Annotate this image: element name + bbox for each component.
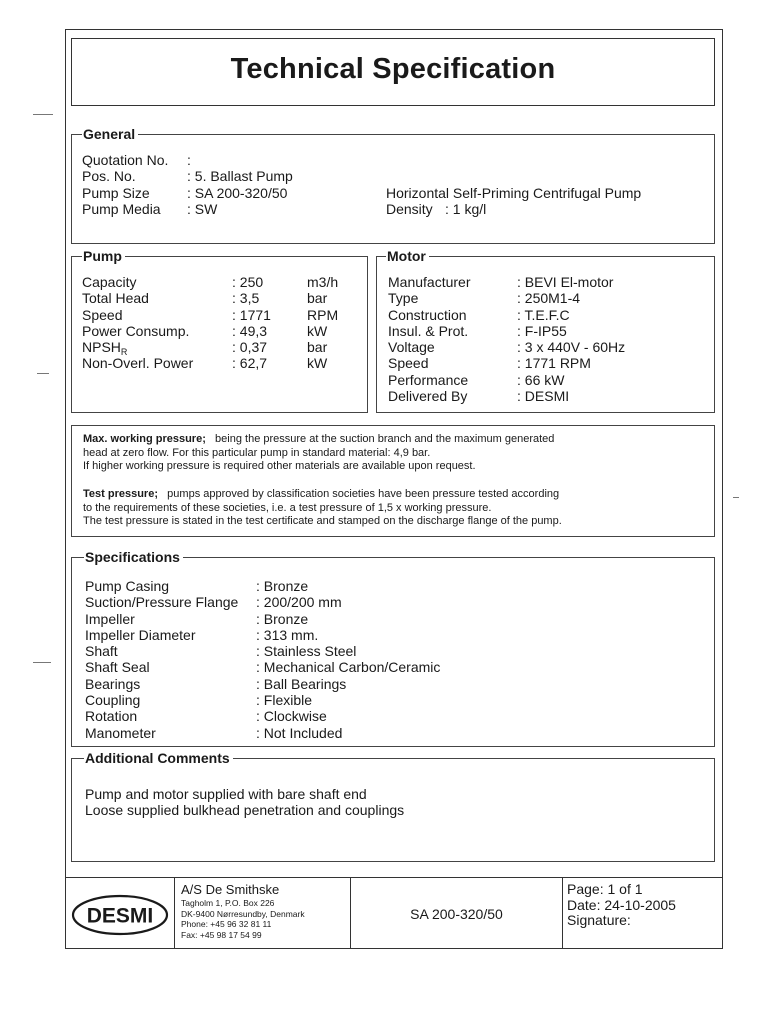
spec-value: : Ball Bearings <box>256 675 347 692</box>
pump-unit: m3/h <box>307 274 339 290</box>
scan-mark <box>733 497 739 498</box>
motor-value: : 1771 RPM <box>517 355 591 372</box>
spec-value: : Bronze <box>256 610 309 627</box>
motor-label: Construction <box>388 306 467 323</box>
motor-value: : 3 x 440V - 60Hz <box>517 339 626 356</box>
logo-text: DESMI <box>86 904 154 928</box>
document-date: Date: 24-10-2005 <box>567 896 676 913</box>
pump-unit: bar <box>307 290 328 307</box>
spec-value: : 200/200 mm <box>256 594 342 611</box>
scan-mark <box>33 662 51 663</box>
pump-label-npsh <box>82 339 193 358</box>
pump-label: Non-Overl. Power <box>82 355 194 372</box>
general-value: : SW <box>187 200 218 217</box>
phone-line: Phone: +45 96 32 81 11 <box>181 919 272 929</box>
pump-values <box>232 274 271 372</box>
motor-value: : 250M1-4 <box>517 290 581 307</box>
general-values <box>187 152 293 217</box>
general-labels <box>82 152 168 217</box>
motor-label: Insul. & Prot. <box>388 322 469 339</box>
pump-unit: bar <box>307 339 328 356</box>
footer-meta <box>567 882 676 929</box>
pump-unit: RPM <box>307 306 339 323</box>
pump-value: : 1771 <box>232 306 271 323</box>
motor-label: Manufacturer <box>388 274 471 290</box>
spec-labels <box>85 578 238 741</box>
test-pressure-line: pumps approved by classification societies have been pressure tested according <box>167 488 560 500</box>
pump-label: Capacity <box>82 274 137 290</box>
spec-label: Rotation <box>85 708 138 725</box>
spec-value: : Not Included <box>256 724 343 741</box>
max-pressure-note <box>83 433 554 474</box>
page-number: Page: 1 of 1 <box>567 881 643 897</box>
max-pressure-label: Max. working pressure; <box>83 433 206 445</box>
spec-label: Coupling <box>85 692 141 709</box>
npsh-text: NPSH <box>82 339 121 356</box>
density-value: : 1 kg/l <box>445 201 487 217</box>
motor-value: : BEVI El-motor <box>517 274 614 290</box>
pump-value: : 0,37 <box>232 339 268 356</box>
motor-value: : T.E.F.C <box>517 306 570 323</box>
motor-legend: Motor <box>386 248 429 264</box>
address-line: DK-9400 Nørresundby, Denmark <box>181 908 305 919</box>
desmi-logo <box>70 893 170 937</box>
company-address <box>181 898 305 940</box>
max-pressure-line: being the pressure at the suction branch and the maximum generated <box>215 433 555 445</box>
general-value: : SA 200-320/50 <box>187 184 288 201</box>
pump-unit: kW <box>307 322 328 339</box>
motor-label: Performance <box>388 371 469 388</box>
footer-model: SA 200-320/50 <box>410 906 503 922</box>
spec-value: : Stainless Steel <box>256 643 357 660</box>
spec-label: Bearings <box>85 675 141 692</box>
fax-line: Fax: +45 98 17 54 99 <box>181 929 262 940</box>
test-pressure-line: to the requirements of these societies, i.e. a test pressure of 1,5 x working pressure. <box>83 501 492 514</box>
max-pressure-line: If higher working pressure is required other materials are available upon request. <box>83 460 476 472</box>
spec-label: Suction/Pressure Flange <box>85 594 239 611</box>
motor-value: : F-IP55 <box>517 322 567 339</box>
general-value: : <box>187 152 191 168</box>
pump-value: : 49,3 <box>232 322 268 339</box>
comments-text <box>85 786 404 819</box>
pump-labels <box>82 274 193 372</box>
spec-value: : Mechanical Carbon/Ceramic <box>256 659 441 676</box>
pump-legend: Pump <box>82 248 125 264</box>
density-label: Density <box>386 201 433 217</box>
spec-label: Shaft Seal <box>85 659 150 676</box>
motor-value: : 66 kW <box>517 371 565 388</box>
specifications-legend: Specifications <box>84 549 183 565</box>
pump-value: : 3,5 <box>232 290 260 307</box>
general-value: : 5. Ballast Pump <box>187 168 293 185</box>
address-line: Tagholm 1, P.O. Box 226 <box>181 898 275 908</box>
pump-units <box>307 274 338 372</box>
motor-label: Speed <box>388 355 429 372</box>
test-pressure-note <box>83 488 562 529</box>
pump-value: : 250 <box>232 274 264 290</box>
spec-label: Shaft <box>85 643 118 660</box>
scan-mark <box>37 373 49 374</box>
spec-value: : Clockwise <box>256 708 327 725</box>
pump-label: Total Head <box>82 290 149 307</box>
general-label: Pump Size <box>82 184 150 201</box>
test-pressure-label: Test pressure; <box>83 488 158 500</box>
spec-label: Pump Casing <box>85 578 170 594</box>
motor-label: Delivered By <box>388 388 468 405</box>
spec-value: : Flexible <box>256 692 313 709</box>
signature-label: Signature: <box>567 912 631 928</box>
page-title: Technical Specification <box>230 53 556 85</box>
motor-label: Type <box>388 290 419 307</box>
spec-label: Impeller Diameter <box>85 626 196 643</box>
test-pressure-line: The test pressure is stated in the test certificate and stamped on the discharge flange of the pump. <box>83 515 562 527</box>
comment-line: Loose supplied bulkhead penetration and couplings <box>85 802 405 819</box>
company-name: A/S De Smithske <box>181 882 280 897</box>
pump-unit: kW <box>307 355 328 372</box>
spec-label: Manometer <box>85 724 156 741</box>
spec-value: : Bronze <box>256 578 309 594</box>
motor-label: Voltage <box>388 339 435 356</box>
general-label: Pos. No. <box>82 168 136 185</box>
motor-value: : DESMI <box>517 388 570 405</box>
pump-label: Speed <box>82 306 123 323</box>
general-label: Pump Media <box>82 200 161 217</box>
npsh-subscript: R <box>120 347 128 358</box>
scan-mark <box>33 114 53 115</box>
pump-description: Horizontal Self-Priming Centrifugal Pump <box>386 185 642 201</box>
comment-line: Pump and motor supplied with bare shaft end <box>85 786 367 802</box>
pump-value: : 62,7 <box>232 355 268 372</box>
motor-labels <box>388 274 470 404</box>
comments-legend: Additional Comments <box>84 750 233 766</box>
general-legend: General <box>82 126 138 142</box>
general-label: Quotation No. <box>82 152 169 168</box>
spec-label: Impeller <box>85 610 135 627</box>
max-pressure-line: head at zero flow. For this particular pump in standard material: 4,9 bar. <box>83 446 431 459</box>
pump-label: Power Consump. <box>82 322 190 339</box>
spec-value: : 313 mm. <box>256 626 319 643</box>
spec-values <box>256 578 440 741</box>
motor-values <box>517 274 625 404</box>
